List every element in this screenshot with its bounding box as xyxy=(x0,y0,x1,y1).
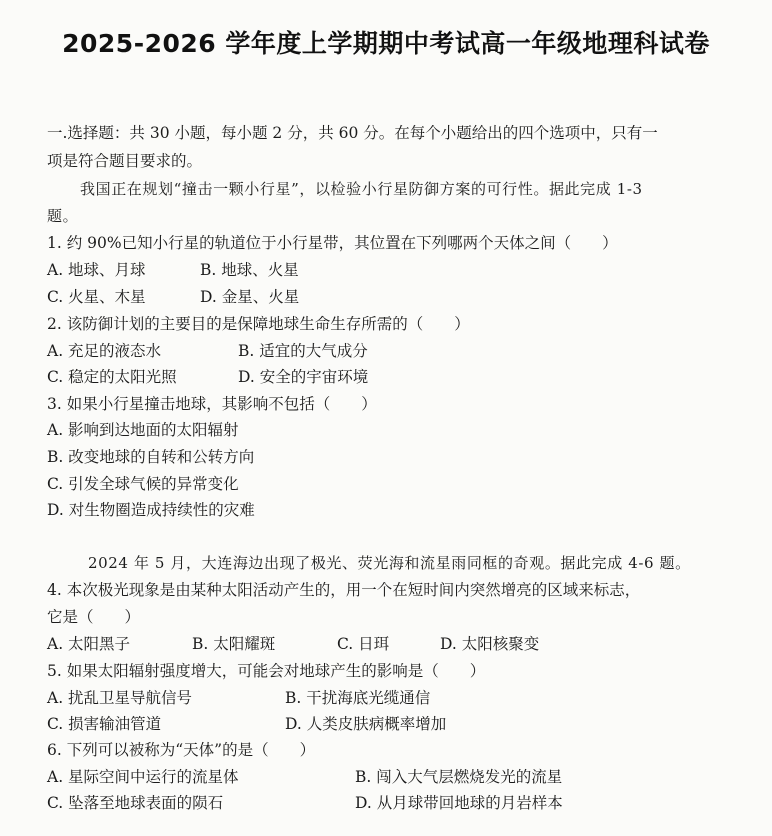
q3-stem: 3. 如果小行星撞击地球，其影响不包括（ ） xyxy=(47,395,377,413)
passage2-line1: 2024 年 5 月，大连海边出现了极光、荧光海和流星雨同框的奇观。据此完成 4-6 题。 xyxy=(88,554,691,572)
q4-stem-line2: 它是（ ） xyxy=(47,608,141,626)
q4-option-a: A. 太阳黑子 xyxy=(47,635,131,653)
q3-option-d: D. 对生物圈造成持续性的灾难 xyxy=(47,501,255,519)
q5-option-a: A. 扰乱卫星导航信号 xyxy=(47,689,193,707)
q2-option-a: A. 充足的液态水 xyxy=(47,342,162,360)
q6-option-c: C. 坠落至地球表面的陨石 xyxy=(47,794,224,812)
q6-stem: 6. 下列可以被称为“天体”的是（ ） xyxy=(47,741,316,759)
q2-option-b: B. 适宜的大气成分 xyxy=(238,342,368,360)
section-heading-line2: 项是符合题目要求的。 xyxy=(47,152,203,170)
q6-option-b: B. 闯入大气层燃烧发光的流星 xyxy=(355,768,563,786)
passage1-line1: 我国正在规划“撞击一颗小行星”，以检验小行星防御方案的可行性。据此完成 1-3 xyxy=(80,180,643,198)
q1-option-c: C. 火星、木星 xyxy=(47,288,146,306)
q2-stem: 2. 该防御计划的主要目的是保障地球生命生存所需的（ ） xyxy=(47,315,470,333)
q4-option-c: C. 日珥 xyxy=(337,635,390,653)
section-heading-line1: 一.选择题：共 30 小题，每小题 2 分，共 60 分。在每个小题给出的四个选项中，只有一 xyxy=(47,124,658,142)
exam-title: 2025-2026 学年度上学期期中考试高一年级地理科试卷 xyxy=(62,29,710,58)
q5-stem: 5. 如果太阳辐射强度增大，可能会对地球产生的影响是（ ） xyxy=(47,662,486,680)
q3-option-b: B. 改变地球的自转和公转方向 xyxy=(47,448,255,466)
q5-option-d: D. 人类皮肤病概率增加 xyxy=(285,715,447,733)
q4-stem-line1: 4. 本次极光现象是由某种太阳活动产生的，用一个在短时间内突然增亮的区域来标志， xyxy=(47,581,641,599)
q2-option-c: C. 稳定的太阳光照 xyxy=(47,368,177,386)
q3-option-c: C. 引发全球气候的异常变化 xyxy=(47,475,239,493)
passage1-line2: 题。 xyxy=(47,207,79,225)
q1-option-b: B. 地球、火星 xyxy=(200,261,299,279)
q1-option-d: D. 金星、火星 xyxy=(200,288,300,306)
q1-stem: 1. 约 90%已知小行星的轨道位于小行星带，其位置在下列哪两个天体之间（ ） xyxy=(47,234,618,252)
q1-option-a: A. 地球、月球 xyxy=(47,261,146,279)
q5-option-b: B. 干扰海底光缆通信 xyxy=(285,689,431,707)
q2-option-d: D. 安全的宇宙环境 xyxy=(238,368,369,386)
q5-option-c: C. 损害输油管道 xyxy=(47,715,162,733)
q6-option-a: A. 星际空间中运行的流星体 xyxy=(47,768,239,786)
q4-option-b: B. 太阳耀斑 xyxy=(192,635,276,653)
q4-option-d: D. 太阳核聚变 xyxy=(440,635,540,653)
q3-option-a: A. 影响到达地面的太阳辐射 xyxy=(47,421,239,439)
q6-option-d: D. 从月球带回地球的月岩样本 xyxy=(355,794,563,812)
